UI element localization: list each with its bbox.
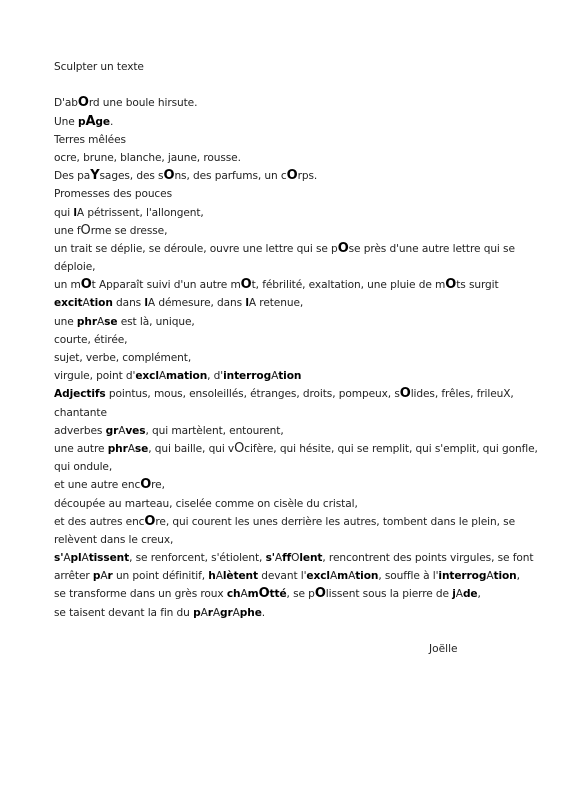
emphasized-text: de	[462, 588, 478, 601]
poem-line	[54, 167, 514, 185]
poem-line	[54, 531, 514, 549]
text-segment: D'ab	[54, 97, 78, 110]
emphasized-text: s'	[54, 552, 64, 565]
text-segment: et une autre enc	[54, 479, 141, 492]
poem-line	[54, 349, 514, 367]
text-segment: et des autres enc	[54, 515, 145, 528]
text-segment: t Apparaît suivi d'un autre m	[91, 279, 241, 292]
emphasized-text: O	[445, 277, 457, 293]
emphasized-text: tion	[89, 297, 113, 310]
emphasized-text: O	[77, 95, 89, 111]
text-segment: qui ondule,	[54, 461, 113, 474]
emphasized-text: r	[107, 570, 113, 583]
emphasized-text: tissent	[88, 552, 130, 565]
text-segment: une f	[54, 224, 81, 237]
text-segment: ocre, brune, blanche, jaune, rousse.	[54, 151, 241, 164]
emphasized-text: ch	[226, 588, 241, 601]
poem-line	[54, 604, 514, 622]
emphasized-text: phr	[76, 315, 97, 328]
text-segment: lissent sous la pierre de	[325, 588, 453, 601]
text-segment: est là, unique,	[117, 315, 195, 328]
emphasized-text: excit	[54, 297, 83, 310]
emphasized-text: phe	[239, 606, 262, 619]
emphasized-text: lètent	[222, 570, 258, 583]
emphasized-text: tion	[278, 370, 302, 383]
poem-line	[54, 204, 514, 222]
emphasized-text: ves	[125, 424, 146, 437]
text-segment: adverbes	[54, 424, 106, 437]
poem-line	[54, 294, 514, 312]
emphasized-text: l	[73, 206, 77, 219]
blank-line	[54, 76, 514, 94]
text-segment: ns, des parfums, un c	[174, 170, 287, 183]
emphasized-text: phr	[107, 442, 128, 455]
poem-line	[54, 185, 514, 203]
poem-line	[54, 113, 514, 131]
emphasized-text: O	[258, 586, 270, 602]
text-segment: , se p	[286, 588, 315, 601]
text-segment: A	[200, 606, 208, 619]
emphasized-text: se	[134, 442, 149, 455]
text-segment: Une	[54, 115, 78, 128]
text-segment: se transforme dans un grès roux	[54, 588, 227, 601]
poem-line	[54, 331, 514, 349]
text-segment: lides, frêles, frileuX,	[410, 388, 514, 401]
emphasized-text: l	[144, 297, 148, 310]
emphasized-text: O	[337, 240, 349, 256]
poem-document	[54, 58, 538, 622]
poem-line	[54, 422, 514, 440]
emphasized-text: tion	[493, 570, 517, 583]
emphasized-text: A	[54, 388, 63, 401]
emphasized-text: ff	[282, 552, 292, 565]
text-segment: qui	[54, 206, 74, 219]
text-segment: , rencontrent des points virgules, se font	[322, 552, 534, 565]
text-segment: O	[80, 222, 91, 238]
emphasized-text: O	[80, 277, 92, 293]
emphasized-text: O	[314, 586, 326, 602]
emphasized-text: ge	[95, 115, 110, 128]
poem-line	[54, 367, 514, 385]
text-segment: devant l'	[257, 570, 307, 583]
poem-line	[54, 476, 514, 494]
emphasized-text: r	[207, 606, 213, 619]
signature: Joëlle	[429, 643, 458, 655]
text-segment: déploie,	[54, 261, 96, 274]
text-segment: sages, des s	[99, 170, 164, 183]
emphasized-text: excl	[135, 370, 159, 383]
emphasized-text: O	[163, 168, 175, 184]
text-segment: A	[329, 570, 338, 583]
text-segment: se taisent devant la fin du	[54, 606, 194, 619]
poem-line	[54, 385, 514, 403]
poem-line	[54, 495, 514, 513]
poem-line	[54, 149, 514, 167]
text-segment: .	[110, 115, 114, 128]
text-segment: re,	[151, 479, 165, 492]
emphasized-text: gr	[220, 606, 233, 619]
text-segment: cifère, qui hésite, qui se remplit, qui s'emplit, qui gonfle,	[244, 442, 538, 455]
text-segment: O	[291, 552, 300, 565]
text-segment: une autre	[54, 442, 108, 455]
emphasized-text: interrog	[223, 370, 272, 383]
text-segment: , qui baille, qui v	[148, 442, 235, 455]
text-segment: re, qui courent les unes derrière les autres, tombent dans le plein, se	[155, 515, 516, 528]
text-segment: .	[261, 606, 266, 619]
poem-line	[54, 404, 514, 422]
emphasized-text: se	[104, 315, 118, 328]
text-segment: rps.	[297, 170, 318, 183]
text-segment: ,	[516, 570, 520, 583]
emphasized-text: p	[92, 570, 101, 583]
poem-line	[54, 567, 520, 585]
emphasized-text: O	[286, 168, 298, 184]
text-segment: un m	[54, 279, 81, 292]
emphasized-text: j	[452, 588, 456, 601]
text-segment: , souffle à l'	[378, 570, 439, 583]
poem-line	[54, 549, 534, 567]
text-segment: A	[127, 442, 135, 455]
text-segment: A	[348, 570, 356, 583]
emphasized-text: m	[247, 588, 259, 601]
poem-line	[54, 131, 514, 149]
text-segment: A	[81, 552, 89, 565]
emphasized-text: Y	[90, 168, 100, 184]
emphasized-text: interrog	[438, 570, 487, 583]
text-segment: , d'	[207, 370, 224, 383]
text-segment: O	[234, 440, 245, 456]
emphasized-text: l	[245, 297, 249, 310]
text-segment: A	[100, 570, 108, 583]
emphasized-text: A	[85, 113, 96, 129]
poem-body	[54, 94, 538, 621]
text-segment: une	[54, 315, 77, 328]
emphasized-text: s'	[265, 552, 275, 565]
text-segment: t, fébrilité, exaltation, une pluie de m	[251, 279, 446, 292]
emphasized-text: O	[140, 477, 152, 493]
text-segment: A	[486, 570, 494, 583]
text-segment: A pétrissent, l'allongent,	[76, 206, 204, 219]
poem-line	[54, 94, 514, 112]
text-segment: A	[271, 370, 279, 383]
document-title: Sculpter un texte	[54, 61, 144, 73]
poem-line	[54, 313, 514, 331]
text-segment: A	[158, 370, 167, 383]
text-segment: sujet, verbe, complément,	[54, 352, 192, 364]
emphasized-text: tion	[355, 570, 379, 583]
text-segment: un point définitif,	[112, 570, 209, 583]
text-segment: A	[455, 588, 463, 601]
text-segment: courte, étirée,	[54, 333, 128, 346]
poem-line	[54, 240, 514, 258]
emphasized-text: p	[193, 606, 201, 619]
text-segment: rd une boule hirsute.	[88, 97, 198, 110]
text-segment: , se renforcent, s'étiolent,	[129, 552, 266, 565]
text-segment: A	[63, 552, 71, 565]
text-segment: A	[274, 552, 283, 565]
text-segment: Promesses des pouces	[54, 188, 172, 201]
text-segment: , qui martèlent, entourent,	[145, 424, 284, 437]
text-segment: rme se dresse,	[90, 224, 168, 237]
text-segment: A	[96, 315, 105, 328]
emphasized-text: pl	[70, 552, 82, 565]
poem-line	[54, 440, 538, 458]
emphasized-text: lent	[299, 552, 323, 565]
text-segment: A	[82, 297, 90, 310]
emphasized-text: gr	[105, 424, 119, 437]
poem-line	[54, 258, 514, 276]
text-segment: A retenue,	[248, 297, 304, 310]
text-segment: ,	[477, 588, 481, 601]
poem-line	[54, 458, 514, 476]
text-segment: A	[118, 424, 126, 437]
text-segment: relèvent dans le creux,	[54, 533, 174, 546]
emphasized-text: m	[337, 570, 349, 583]
emphasized-text: O	[399, 386, 411, 402]
text-segment: arrêter	[54, 570, 93, 583]
text-segment: A démesure, dans	[147, 297, 246, 310]
text-segment: virgule, point d'	[54, 370, 136, 383]
poem-line	[54, 513, 514, 531]
emphasized-text: excl	[306, 570, 330, 583]
text-segment: Terres mêlées	[54, 133, 126, 146]
text-segment: chantante	[54, 406, 107, 419]
text-segment: dans	[112, 297, 145, 310]
text-segment: A	[212, 606, 220, 619]
emphasized-text: mation	[166, 370, 208, 383]
emphasized-text: h	[208, 570, 216, 583]
text-segment: ts surgit	[456, 279, 499, 292]
text-segment: A	[232, 606, 240, 619]
text-segment: se près d'une autre lettre qui se	[348, 242, 515, 255]
poem-line	[54, 222, 514, 240]
text-segment: A	[215, 570, 223, 583]
poem-line	[54, 276, 514, 294]
text-segment: découpée au marteau, ciselée comme on cisèle du cristal,	[54, 497, 358, 510]
text-segment: A	[240, 588, 248, 601]
text-segment: un trait se déplie, se déroule, ouvre une lettre qui se p	[54, 242, 338, 255]
emphasized-text: djectifs	[62, 388, 106, 401]
emphasized-text: p	[77, 115, 86, 128]
emphasized-text: O	[240, 277, 252, 293]
text-segment: pointus, mous, ensoleillés, étranges, droits, pompeux, s	[105, 388, 400, 401]
text-segment: Des pa	[54, 170, 91, 183]
emphasized-text: O	[144, 513, 156, 529]
poem-line	[54, 585, 514, 603]
emphasized-text: tté	[269, 588, 287, 601]
